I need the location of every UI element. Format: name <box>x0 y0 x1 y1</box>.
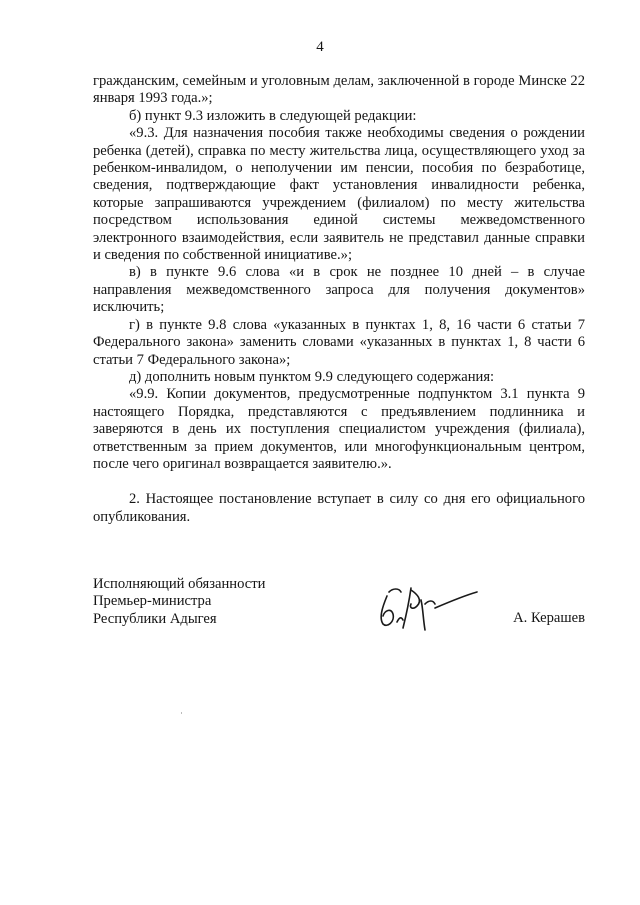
paragraph: б) пункт 9.3 изложить в следующей редакции: <box>129 107 417 124</box>
signer-title-line: Премьер-министра <box>93 593 212 610</box>
page-number: 4 <box>316 39 324 55</box>
paragraph: «9.3. Для назначения пособия также необходимы сведения о рождении ребенка (детей), справка по месту жительства лица, осуществляющего уход за ребенком-инвалидом, о неполучении им пенсии, пособия по безработице, сведения, подтверждающие факт установления инвалидности ребенка, которые запрашиваются учреждением (филиалом) по месту жительства посредством использования единой системы межведомственного электронного взаимодействия, если заявитель не представил данные справки и сведения по собственной инициативе.»; <box>93 125 585 264</box>
document-body <box>93 73 585 526</box>
paragraph: гражданским, семейным и уголовным делам, заключенной в городе Минске 22 января 1993 года.»; <box>93 73 585 107</box>
paragraph: 2. Настоящее постановление вступает в силу со дня его официального опубликования. <box>93 491 585 525</box>
handwritten-signature <box>373 578 493 638</box>
paragraph: «9.9. Копии документов, предусмотренные подпунктом 3.1 пункта 9 настоящего Порядка, представляются с предъявлением подлинника и заверяются в день их поступления специалистом учреждения (филиала), ответственным за прием документов, или многофункциональным центром, после чего оригинал возвращается заявителю.». <box>93 386 585 472</box>
paragraph: д) дополнить новым пунктом 9.9 следующего содержания: <box>129 368 495 385</box>
paragraph: г) в пункте 9.8 слова «указанных в пунктах 1, 8, 16 части 6 статьи 7 Федерального закона» заменить словами «указанных в пунктах 1, 8 части 6 статьи 7 Федерального закона»; <box>93 316 585 368</box>
scan-speck <box>181 712 182 714</box>
signer-title-line: Республики Адыгея <box>93 610 217 627</box>
signer-name: А. Керашев <box>513 610 585 626</box>
signer-title <box>93 576 265 628</box>
signature-block <box>93 576 585 636</box>
paragraph: в) в пункте 9.6 слова «и в срок не позднее 10 дней – в случае направления межведомственного запроса для получения документов» исключить; <box>93 264 585 316</box>
signer-title-line: Исполняющий обязанности <box>93 576 266 592</box>
